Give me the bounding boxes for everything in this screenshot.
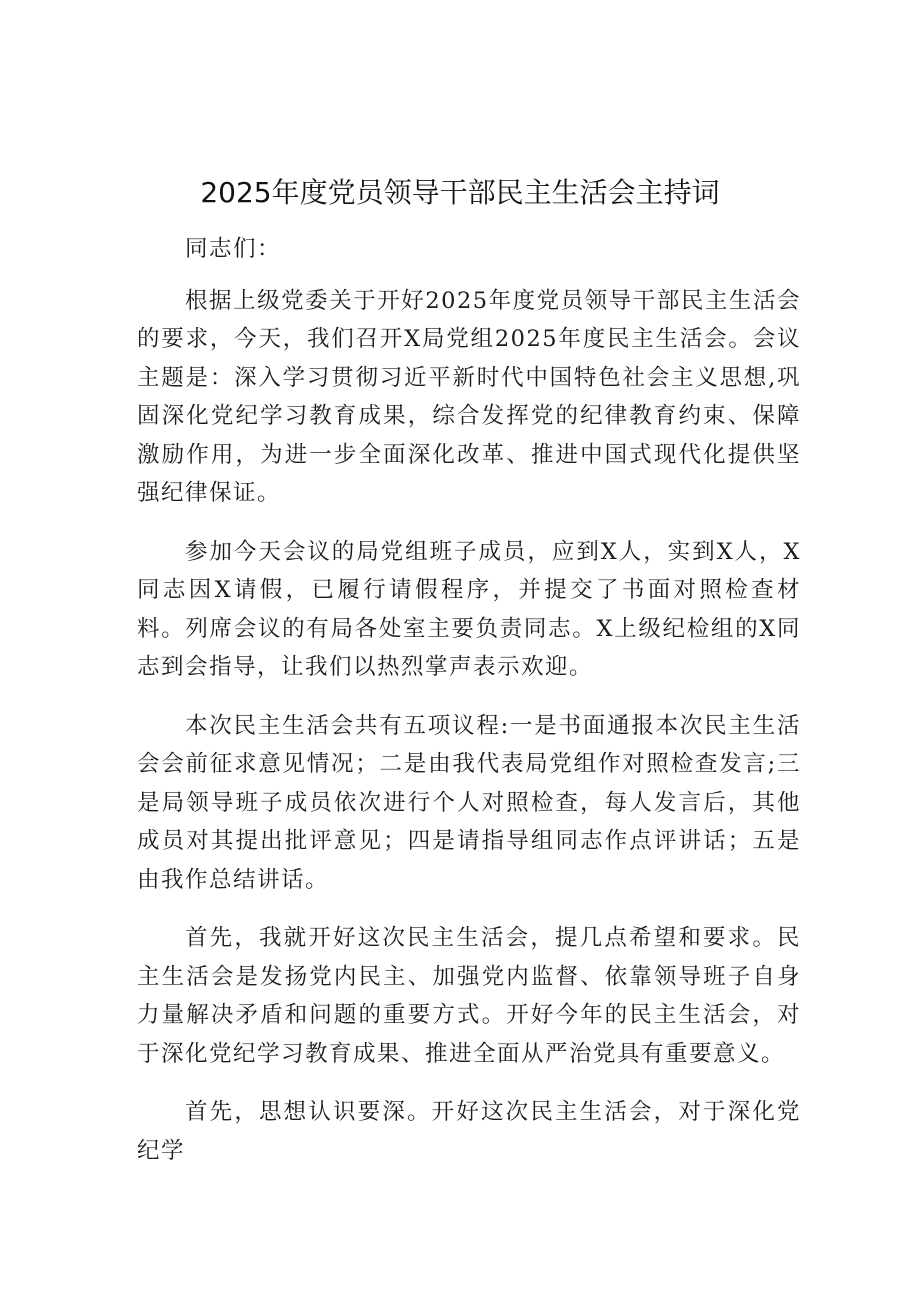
paragraph-ideological: 首先，思想认识要深。开好这次民主生活会，对于深化党纪学 — [137, 1099, 801, 1164]
paragraph-attendance: 参加今天会议的局党组班子成员，应到X人，实到X人，X同志因X请假，已履行请假程序，并提交了书面对照检查材料。列席会议的有局各处室主要负责同志。X上级纪检组的X同志到会指导，让我们以热烈掌声表示欢迎。 — [137, 538, 801, 680]
greeting: 同志们： — [185, 236, 282, 262]
paragraph-requirements: 首先，我就开好这次民主生活会，提几点希望和要求。民主生活会是发扬党内民主、加强党内监督、依靠领导班子自身力量解决矛盾和问题的重要方式。开好今年的民主生活会，对于深化党纪学习教育成果、推进全面从严治党具有重要意义。 — [137, 925, 801, 1067]
paragraph-agenda: 本次民主生活会共有五项议程:一是书面通报本次民主生活会会前征求意见情况；二是由我代表局党组作对照检查发言;三是局领导班子成员依次进行个人对照检查，每人发言后，其他成员对其提出批评意见；四是请指导组同志作点评讲话；五是由我作总结讲话。 — [137, 712, 801, 893]
paragraph-intro: 根据上级党委关于开好2025年度党员领导干部民主生活会的要求，今天，我们召开X局党组2025年度民主生活会。会议主题是：深入学习贯彻习近平新时代中国特色社会主义思想,巩固深化党纪学习教育成果，综合发挥党的纪律教育约束、保障激励作用，为进一步全面深化改革、推进中国式现代化提供坚强纪律保证。 — [137, 287, 801, 506]
document-title: 2025年度党员领导干部民主生活会主持词 — [200, 176, 720, 209]
document-body — [137, 230, 801, 1190]
